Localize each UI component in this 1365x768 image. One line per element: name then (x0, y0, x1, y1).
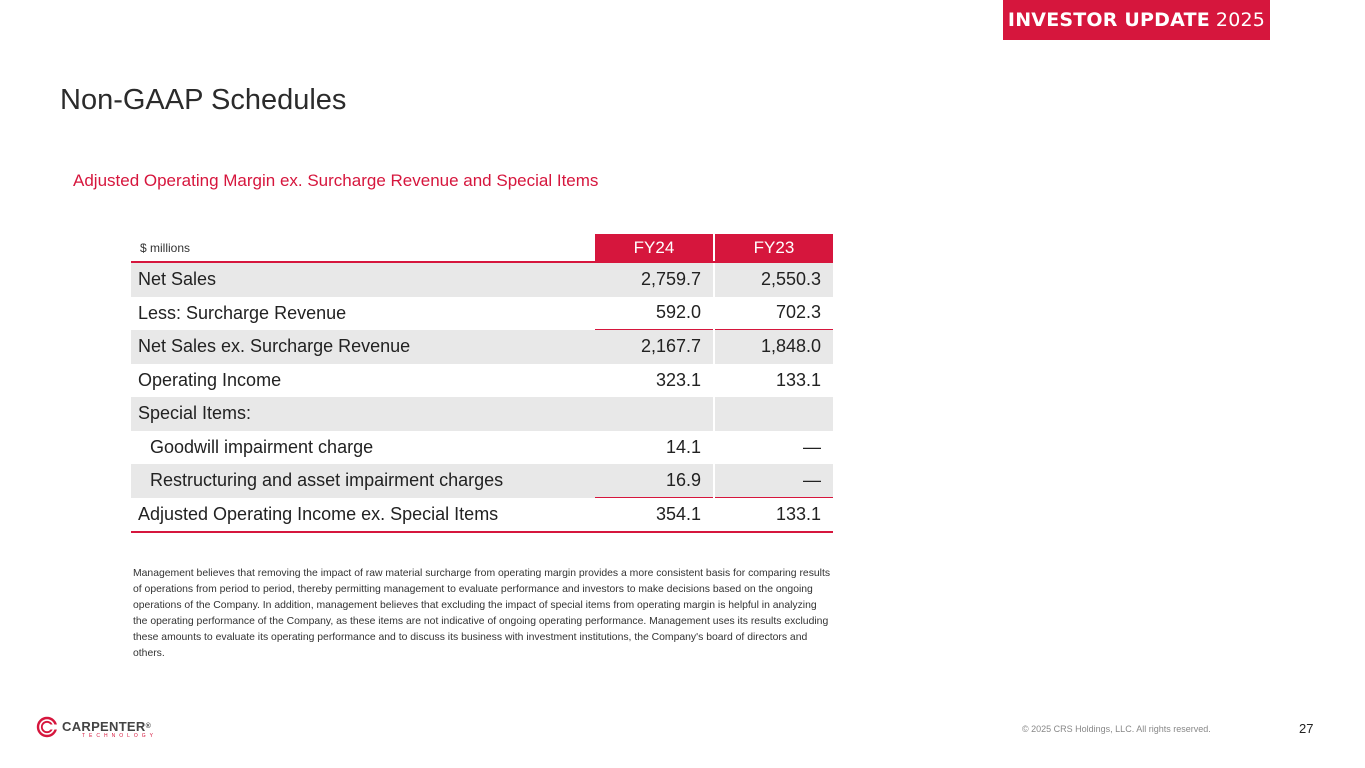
column-header-fy24: FY24 (595, 234, 713, 261)
table-row (131, 297, 833, 331)
row-label: Special Items: (131, 397, 595, 431)
non-gaap-table (131, 234, 833, 533)
logo-registered-mark: ® (145, 722, 152, 730)
row-value-fy23 (715, 397, 833, 431)
table-row (131, 464, 833, 498)
table-header (131, 234, 833, 263)
row-value-fy23: 2,550.3 (715, 263, 833, 297)
row-value-fy24 (595, 397, 713, 431)
row-label: Net Sales (131, 263, 595, 297)
row-value-fy23: — (803, 436, 821, 457)
badge-year: 2025 (1215, 9, 1266, 31)
row-label: Restructuring and asset impairment charges (131, 464, 595, 498)
row-value-fy24: 14.1 (665, 436, 701, 457)
investor-update-badge (1003, 0, 1270, 40)
page-number: 27 (1299, 721, 1314, 736)
row-value-fy23: 133.1 (775, 369, 821, 390)
row-value-fy23: 702.3 (715, 297, 833, 331)
table-row (131, 263, 833, 297)
row-value-fy24: 16.9 (595, 464, 713, 498)
row-label: Less: Surcharge Revenue (138, 302, 347, 323)
table-row (131, 498, 833, 534)
badge-label: INVESTOR UPDATE (1007, 9, 1210, 31)
carpenter-swirl-logo-icon (36, 716, 58, 743)
unit-label: $ millions (140, 240, 191, 255)
table-row (131, 397, 833, 431)
row-label: Operating Income (138, 369, 282, 390)
row-value-fy24: 2,167.7 (595, 330, 713, 364)
row-label: Adjusted Operating Income ex. Special Items (138, 503, 499, 524)
row-value-fy23: 1,848.0 (715, 330, 833, 364)
copyright: © 2025 CRS Holdings, LLC. All rights reserved. (1022, 724, 1211, 734)
row-value-fy23: — (715, 464, 833, 498)
section-subtitle: Adjusted Operating Margin ex. Surcharge Revenue and Special Items (73, 171, 599, 190)
row-label: Net Sales ex. Surcharge Revenue (131, 330, 595, 364)
company-logo (36, 716, 157, 743)
row-value-fy24: 2,759.7 (595, 263, 713, 297)
table-row (131, 364, 833, 398)
table-row (131, 330, 833, 364)
page-title: Non-GAAP Schedules (60, 84, 347, 116)
row-value-fy24: 592.0 (595, 297, 713, 331)
row-label: Goodwill impairment charge (150, 436, 374, 457)
row-value-fy23: 133.1 (775, 503, 821, 524)
table-row (131, 431, 833, 465)
logo-subtitle: TECHNOLOGY (82, 732, 158, 739)
logo-name: CARPENTER (62, 718, 146, 734)
column-header-fy23: FY23 (715, 234, 833, 261)
row-value-fy24: 354.1 (655, 503, 701, 524)
management-note: Management believes that removing the impact of raw material surcharge from operating margin provides a more consistent basis for comparing results of operations from period to period, thereby permitting management to evaluate performance and investors to make decisions based on the ongoing operations of the Company. In addition, management believes that excluding the impact of special items from operating margin is helpful in analyzing the operating performance of the Company, as these items are not indicative of ongoing operating performance. Management uses its results excluding these amounts to evaluate its operating performance and to discuss its business with investment institutions, the Company's board of directors and others. (133, 568, 831, 659)
row-value-fy24: 323.1 (655, 369, 701, 390)
